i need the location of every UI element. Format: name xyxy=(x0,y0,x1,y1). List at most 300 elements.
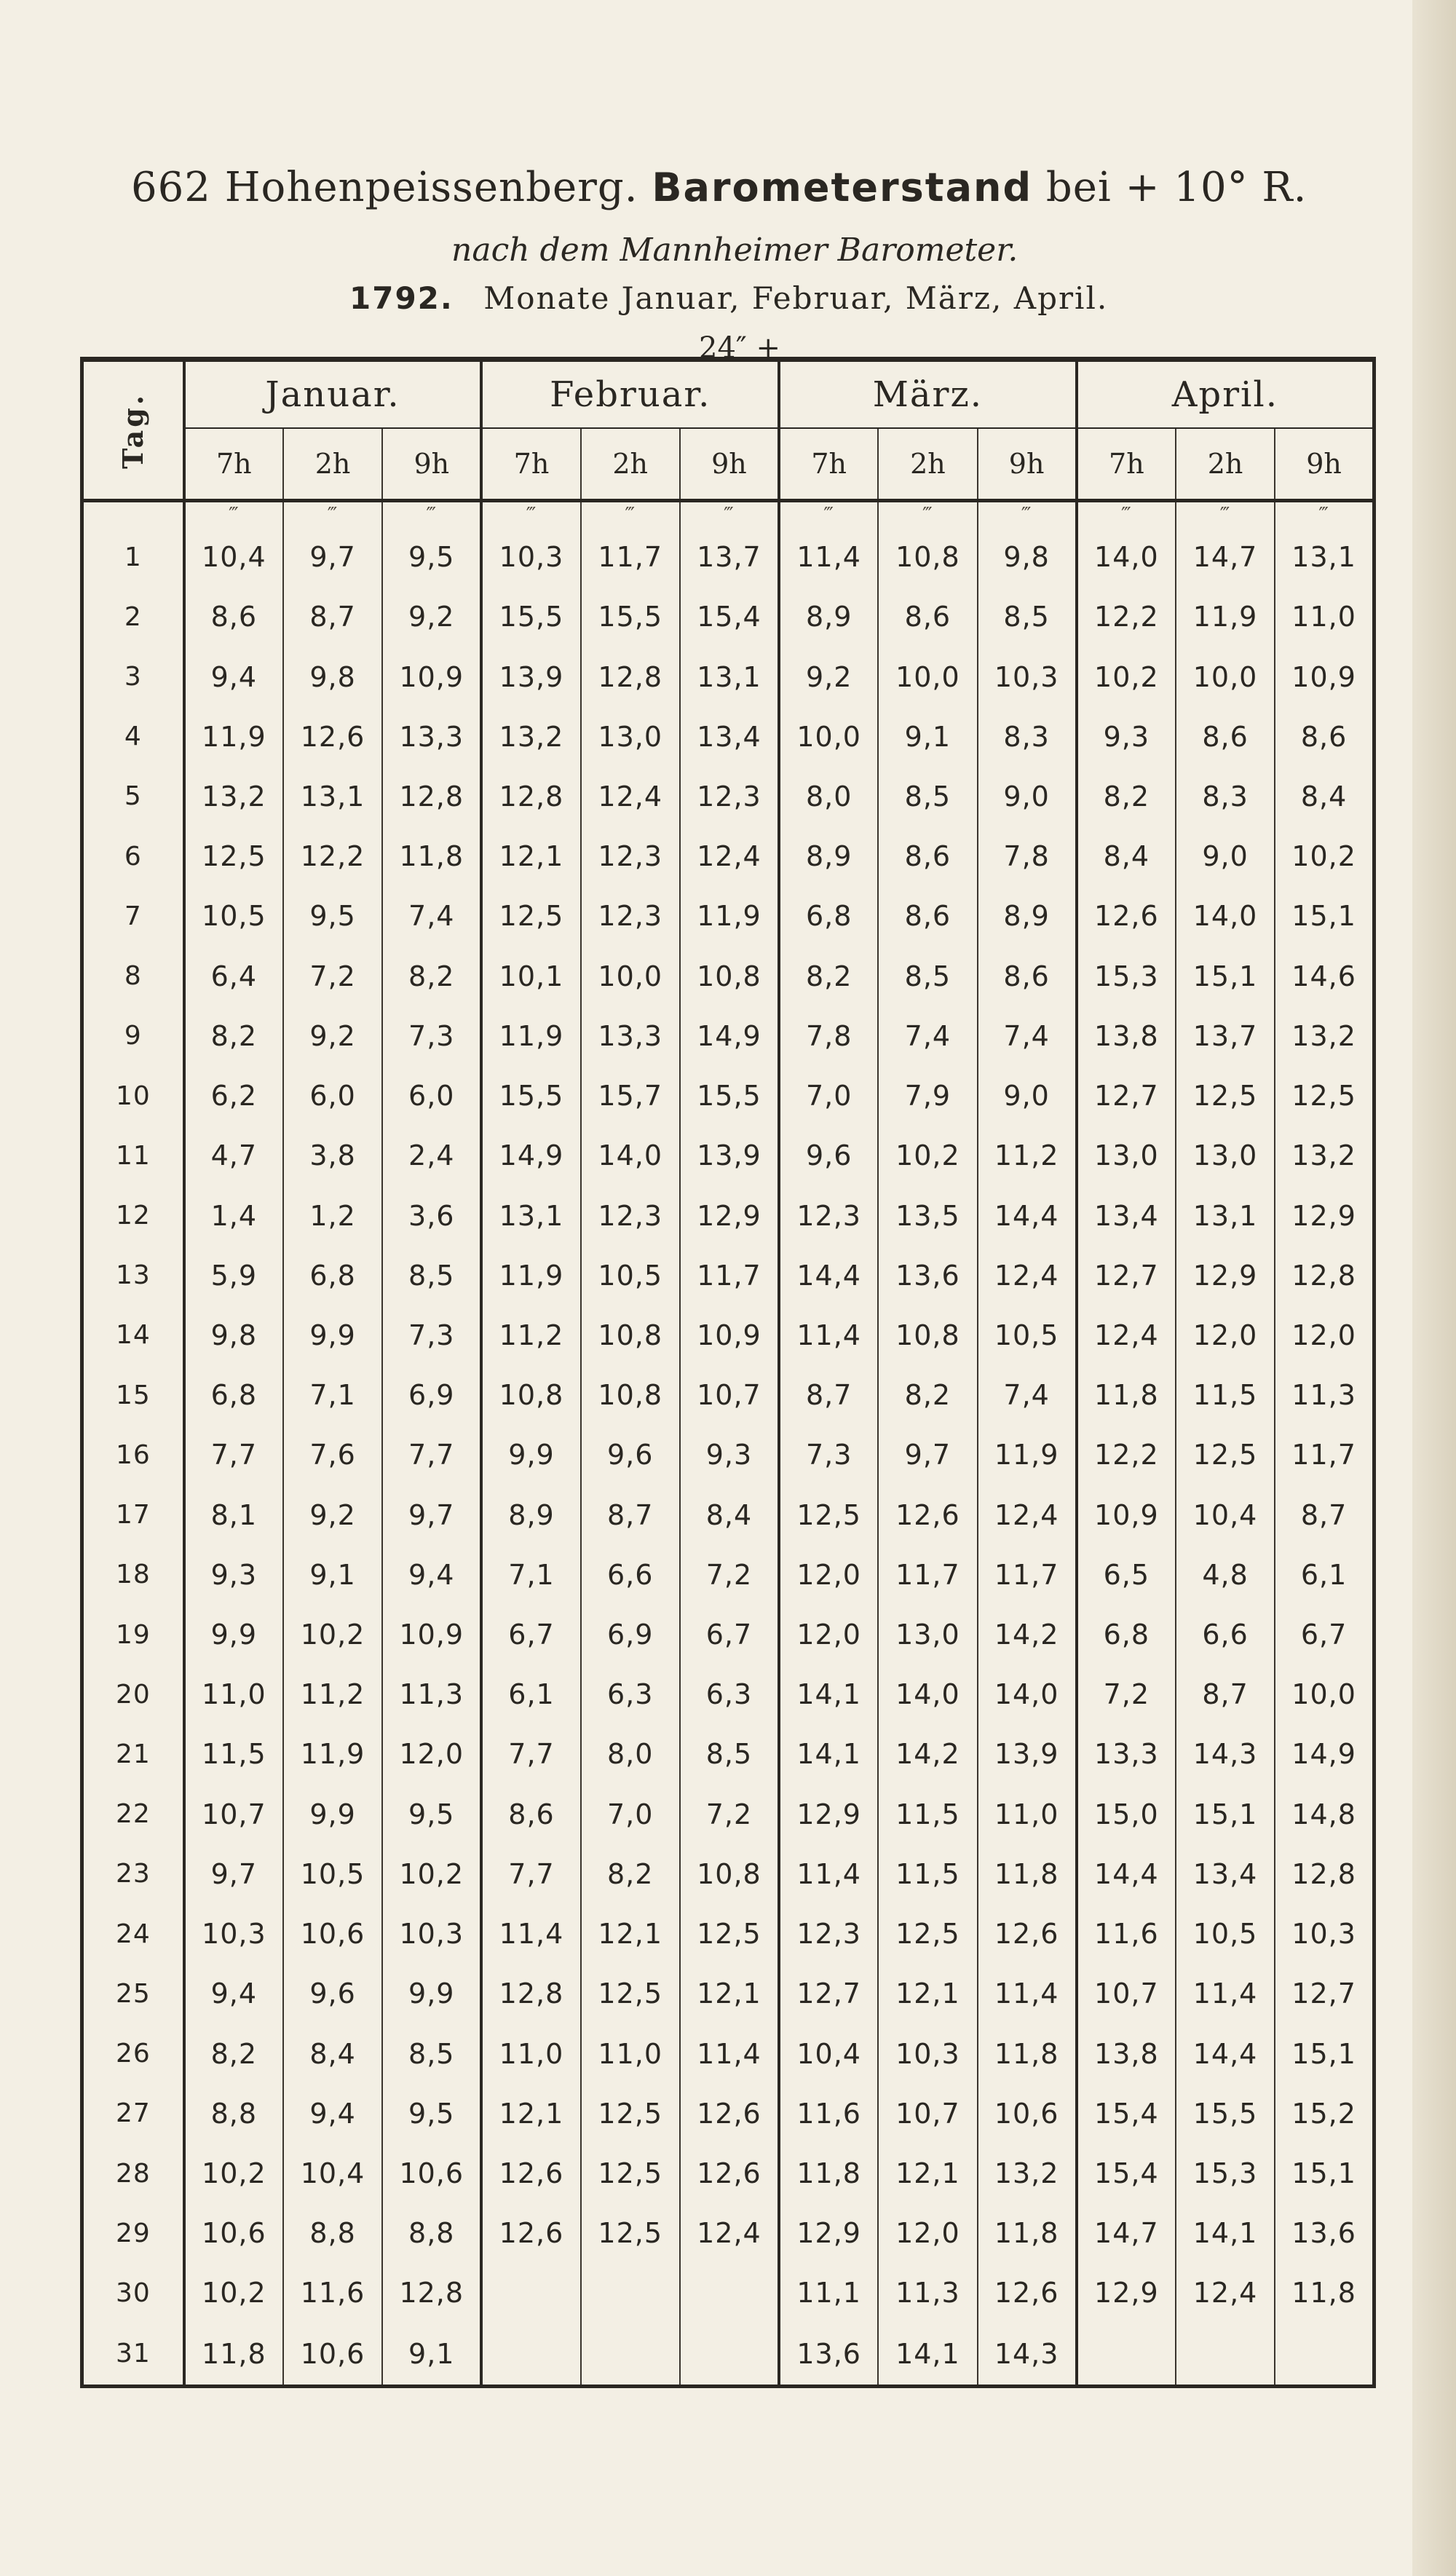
reading-cell: 11,9 xyxy=(978,1425,1077,1485)
reading-cell: 11,6 xyxy=(779,2084,878,2144)
reading-cell: 10,8 xyxy=(878,527,977,587)
reading-cell: 10,8 xyxy=(581,1305,680,1365)
day-number: 11 xyxy=(82,1126,184,1185)
reading-cell: 10,7 xyxy=(878,2084,977,2144)
reading-cell: 12,8 xyxy=(581,647,680,706)
reading-cell: 13,9 xyxy=(680,1126,779,1185)
reading-cell: 6,3 xyxy=(680,1664,779,1724)
reading-cell: 13,2 xyxy=(1275,1006,1374,1066)
reading-cell: 6,1 xyxy=(481,1664,580,1724)
reading-cell: 11,7 xyxy=(878,1545,977,1605)
hour-header: 7h xyxy=(481,428,580,501)
table-row xyxy=(82,886,1374,946)
reading-cell: 10,2 xyxy=(184,2144,283,2203)
reading-cell: 14,0 xyxy=(878,1664,977,1724)
reading-cell: 13,3 xyxy=(1077,1724,1176,1784)
reading-cell: 6,8 xyxy=(283,1246,382,1305)
reading-cell: 10,0 xyxy=(1176,647,1275,706)
day-number: 18 xyxy=(82,1545,184,1605)
reading-cell: 7,2 xyxy=(680,1785,779,1844)
reading-cell: 7,7 xyxy=(382,1425,481,1485)
reading-cell: 15,5 xyxy=(680,1066,779,1126)
reading-cell: 9,1 xyxy=(382,2323,481,2387)
reading-cell: 8,2 xyxy=(878,1365,977,1425)
day-number: 27 xyxy=(82,2084,184,2144)
reading-cell: 4,8 xyxy=(1176,1545,1275,1605)
day-number: 24 xyxy=(82,1904,184,1964)
reading-cell: 10,2 xyxy=(1077,647,1176,706)
reading-cell: 14,4 xyxy=(1176,2023,1275,2083)
reading-cell: 7,4 xyxy=(878,1006,977,1066)
reading-cell: 10,4 xyxy=(779,2023,878,2083)
reading-cell: 9,2 xyxy=(779,647,878,706)
reading-cell: 8,7 xyxy=(779,1365,878,1425)
reading-cell: 10,5 xyxy=(184,886,283,946)
hour-header: 9h xyxy=(978,428,1077,501)
reading-cell: 6,9 xyxy=(382,1365,481,1425)
reading-cell: 7,0 xyxy=(779,1066,878,1126)
reading-cell: 7,7 xyxy=(184,1425,283,1485)
reading-cell: 9,5 xyxy=(283,886,382,946)
reading-cell: 8,4 xyxy=(680,1485,779,1545)
day-number: 30 xyxy=(82,2263,184,2323)
reading-cell: 12,4 xyxy=(581,767,680,826)
table-row xyxy=(82,1844,1374,1904)
reading-cell: 10,6 xyxy=(382,2144,481,2203)
reading-cell: 11,7 xyxy=(581,527,680,587)
reading-cell: 10,5 xyxy=(1176,1904,1275,1964)
reading-cell: 1,2 xyxy=(283,1185,382,1245)
reading-cell: 10,6 xyxy=(978,2084,1077,2144)
reading-cell: 9,7 xyxy=(184,1844,283,1904)
reading-cell: 14,3 xyxy=(978,2323,1077,2387)
reading-cell xyxy=(581,2263,680,2323)
day-column-header: Tag. xyxy=(82,360,184,501)
table-row xyxy=(82,2023,1374,2083)
reading-cell: 1,4 xyxy=(184,1185,283,1245)
reading-cell: 12,9 xyxy=(779,1785,878,1844)
reading-cell: 11,7 xyxy=(680,1246,779,1305)
reading-cell: 13,4 xyxy=(1176,1844,1275,1904)
reading-cell: 13,4 xyxy=(1077,1185,1176,1245)
reading-cell: 12,5 xyxy=(581,2084,680,2144)
table-row xyxy=(82,826,1374,886)
reading-cell: 8,8 xyxy=(382,2203,481,2263)
reading-cell: 10,8 xyxy=(680,1844,779,1904)
table-row xyxy=(82,1904,1374,1964)
reading-cell: 9,7 xyxy=(283,527,382,587)
reading-cell: 6,8 xyxy=(779,886,878,946)
table-row xyxy=(82,2144,1374,2203)
reading-cell: 8,6 xyxy=(184,587,283,647)
reading-cell: 7,1 xyxy=(481,1545,580,1605)
reading-cell: 10,6 xyxy=(184,2203,283,2263)
page-edge xyxy=(1412,0,1456,2576)
reading-cell: 13,6 xyxy=(1275,2203,1374,2263)
reading-cell: 12,3 xyxy=(779,1185,878,1245)
reading-cell: 10,2 xyxy=(283,1605,382,1664)
reading-cell: 8,5 xyxy=(382,2023,481,2083)
reading-cell: 10,5 xyxy=(978,1305,1077,1365)
unit-row xyxy=(82,501,1374,528)
table-row xyxy=(82,1425,1374,1485)
reading-cell: 14,0 xyxy=(1176,886,1275,946)
reading-cell: 12,9 xyxy=(1176,1246,1275,1305)
reading-cell: 6,6 xyxy=(1176,1605,1275,1664)
reading-cell: 15,3 xyxy=(1077,947,1176,1006)
reading-cell: 9,3 xyxy=(1077,707,1176,767)
reading-cell: 11,6 xyxy=(283,2263,382,2323)
reading-cell: 13,6 xyxy=(779,2323,878,2387)
hour-header: 2h xyxy=(581,428,680,501)
reading-cell: 8,5 xyxy=(680,1724,779,1784)
reading-cell: 12,3 xyxy=(581,1185,680,1245)
reading-cell: 12,7 xyxy=(1077,1246,1176,1305)
reading-cell: 10,5 xyxy=(581,1246,680,1305)
reading-cell: 6,9 xyxy=(581,1605,680,1664)
reading-cell: 11,8 xyxy=(978,2023,1077,2083)
reading-cell: 9,7 xyxy=(382,1485,481,1545)
reading-cell: 15,1 xyxy=(1275,2144,1374,2203)
reading-cell: 14,2 xyxy=(978,1605,1077,1664)
reading-cell: 8,7 xyxy=(581,1485,680,1545)
reading-cell: 12,6 xyxy=(283,707,382,767)
reading-cell: 14,9 xyxy=(1275,1724,1374,1784)
hour-header: 2h xyxy=(283,428,382,501)
reading-cell: 9,4 xyxy=(184,647,283,706)
table-row xyxy=(82,1605,1374,1664)
reading-cell: 12,6 xyxy=(680,2144,779,2203)
reading-cell: 8,7 xyxy=(283,587,382,647)
reading-cell: 12,6 xyxy=(1077,886,1176,946)
reading-cell: 14,0 xyxy=(978,1664,1077,1724)
reading-cell: 13,0 xyxy=(878,1605,977,1664)
reading-cell: 13,1 xyxy=(481,1185,580,1245)
base-value-label: 24″ + xyxy=(699,331,781,365)
reading-cell: 11,9 xyxy=(481,1246,580,1305)
reading-cell: 12,1 xyxy=(680,1964,779,2023)
reading-cell: 9,8 xyxy=(283,647,382,706)
reading-cell: 12,5 xyxy=(1176,1066,1275,1126)
reading-cell: 12,8 xyxy=(481,767,580,826)
reading-cell xyxy=(680,2263,779,2323)
reading-cell: 8,3 xyxy=(1176,767,1275,826)
table-body xyxy=(82,501,1374,2387)
reading-cell: 15,3 xyxy=(1176,2144,1275,2203)
reading-cell: 8,6 xyxy=(978,947,1077,1006)
reading-cell: 15,4 xyxy=(680,587,779,647)
reading-cell: 13,9 xyxy=(978,1724,1077,1784)
reading-cell: 10,6 xyxy=(283,2323,382,2387)
reading-cell: 6,1 xyxy=(1275,1545,1374,1605)
reading-cell: 13,1 xyxy=(1176,1185,1275,1245)
reading-cell: 13,6 xyxy=(878,1246,977,1305)
reading-cell: 8,2 xyxy=(1077,767,1176,826)
day-number: 6 xyxy=(82,826,184,886)
reading-cell: 12,8 xyxy=(1275,1844,1374,1904)
months-label: Monate Januar, Februar, März, April. xyxy=(483,280,1109,316)
reading-cell: 15,5 xyxy=(481,1066,580,1126)
table-row xyxy=(82,1964,1374,2023)
reading-cell: 10,7 xyxy=(184,1785,283,1844)
hour-header: 9h xyxy=(680,428,779,501)
reading-cell: 11,2 xyxy=(978,1126,1077,1185)
reading-cell: 11,9 xyxy=(680,886,779,946)
reading-cell: 7,7 xyxy=(481,1844,580,1904)
table-row xyxy=(82,587,1374,647)
reading-cell: 9,0 xyxy=(1176,826,1275,886)
reading-cell: 6,8 xyxy=(184,1365,283,1425)
month-header-januar: Januar. xyxy=(184,360,482,429)
unit-mark: ‴ xyxy=(283,501,382,528)
reading-cell: 11,8 xyxy=(382,826,481,886)
reading-cell xyxy=(481,2263,580,2323)
reading-cell: 8,2 xyxy=(779,947,878,1006)
reading-cell: 12,6 xyxy=(680,2084,779,2144)
month-header-maerz: März. xyxy=(779,360,1077,429)
reading-cell: 7,3 xyxy=(779,1425,878,1485)
reading-cell: 10,8 xyxy=(581,1365,680,1425)
reading-cell: 12,4 xyxy=(978,1246,1077,1305)
reading-cell: 10,4 xyxy=(283,2144,382,2203)
unit-day-cell xyxy=(82,501,184,528)
reading-cell: 8,7 xyxy=(1176,1664,1275,1724)
reading-cell: 15,4 xyxy=(1077,2084,1176,2144)
reading-cell: 11,7 xyxy=(978,1545,1077,1605)
reading-cell: 12,1 xyxy=(878,1964,977,2023)
reading-cell: 9,9 xyxy=(382,1964,481,2023)
reading-cell: 10,3 xyxy=(1275,1904,1374,1964)
reading-cell: 12,3 xyxy=(680,767,779,826)
reading-cell: 11,1 xyxy=(779,2263,878,2323)
reading-cell: 12,8 xyxy=(481,1964,580,2023)
reading-cell: 12,0 xyxy=(878,2203,977,2263)
reading-cell: 12,6 xyxy=(978,1904,1077,1964)
day-number: 20 xyxy=(82,1664,184,1724)
reading-cell: 9,5 xyxy=(382,1785,481,1844)
reading-cell: 8,7 xyxy=(1275,1485,1374,1545)
reading-cell: 10,8 xyxy=(481,1365,580,1425)
day-number: 10 xyxy=(82,1066,184,1126)
reading-cell: 10,2 xyxy=(382,1844,481,1904)
reading-cell: 14,7 xyxy=(1077,2203,1176,2263)
reading-cell: 10,7 xyxy=(680,1365,779,1425)
day-number: 22 xyxy=(82,1785,184,1844)
day-number: 25 xyxy=(82,1964,184,2023)
reading-cell xyxy=(481,2323,580,2387)
reading-cell: 13,3 xyxy=(581,1006,680,1066)
reading-cell: 9,4 xyxy=(382,1545,481,1605)
table-row xyxy=(82,1066,1374,1126)
hour-header: 7h xyxy=(184,428,283,501)
table-row xyxy=(82,1246,1374,1305)
table-row xyxy=(82,1006,1374,1066)
reading-cell: 8,6 xyxy=(481,1785,580,1844)
reading-cell: 11,0 xyxy=(1275,587,1374,647)
reading-cell: 11,0 xyxy=(184,1664,283,1724)
day-number: 26 xyxy=(82,2023,184,2083)
reading-cell: 10,9 xyxy=(382,647,481,706)
table-row xyxy=(82,707,1374,767)
table-row xyxy=(82,1305,1374,1365)
unit-mark: ‴ xyxy=(1275,501,1374,528)
hour-header: 2h xyxy=(878,428,977,501)
reading-cell: 9,9 xyxy=(283,1305,382,1365)
reading-cell: 8,9 xyxy=(481,1485,580,1545)
reading-cell: 6,8 xyxy=(1077,1605,1176,1664)
day-number: 1 xyxy=(82,527,184,587)
reading-cell: 15,5 xyxy=(481,587,580,647)
reading-cell: 8,6 xyxy=(878,587,977,647)
reading-cell: 11,4 xyxy=(779,527,878,587)
reading-cell: 6,4 xyxy=(184,947,283,1006)
reading-cell: 11,8 xyxy=(978,2203,1077,2263)
reading-cell: 11,8 xyxy=(1275,2263,1374,2323)
reading-cell: 12,9 xyxy=(779,2203,878,2263)
reading-cell: 14,8 xyxy=(1275,1785,1374,1844)
unit-mark: ‴ xyxy=(878,501,977,528)
month-header-row xyxy=(82,360,1374,429)
reading-cell: 10,9 xyxy=(382,1605,481,1664)
reading-cell: 7,8 xyxy=(978,826,1077,886)
day-number: 8 xyxy=(82,947,184,1006)
reading-cell: 11,8 xyxy=(779,2144,878,2203)
reading-cell: 11,3 xyxy=(382,1664,481,1724)
reading-cell: 15,0 xyxy=(1077,1785,1176,1844)
reading-cell: 13,4 xyxy=(680,707,779,767)
reading-cell: 6,7 xyxy=(481,1605,580,1664)
reading-cell: 9,6 xyxy=(283,1964,382,2023)
reading-cell: 12,3 xyxy=(581,826,680,886)
reading-cell: 13,1 xyxy=(283,767,382,826)
table-row xyxy=(82,1485,1374,1545)
reading-cell: 10,0 xyxy=(878,647,977,706)
reading-cell: 13,0 xyxy=(581,707,680,767)
reading-cell: 9,9 xyxy=(481,1425,580,1485)
reading-cell: 12,5 xyxy=(481,886,580,946)
table-row xyxy=(82,1724,1374,1784)
page-number: 662 xyxy=(131,164,211,211)
reading-cell: 10,3 xyxy=(184,1904,283,1964)
reading-cell: 11,5 xyxy=(878,1844,977,1904)
day-number: 17 xyxy=(82,1485,184,1545)
day-number: 9 xyxy=(82,1006,184,1066)
reading-cell: 12,6 xyxy=(481,2144,580,2203)
reading-cell: 12,5 xyxy=(779,1485,878,1545)
page-subtitle: nach dem Mannheimer Barometer. xyxy=(451,232,1018,269)
reading-cell: 9,1 xyxy=(283,1545,382,1605)
reading-cell: 9,1 xyxy=(878,707,977,767)
reading-cell: 11,9 xyxy=(184,707,283,767)
reading-cell: 11,9 xyxy=(481,1006,580,1066)
day-number: 19 xyxy=(82,1605,184,1664)
reading-cell: 15,1 xyxy=(1176,947,1275,1006)
reading-cell: 8,5 xyxy=(878,767,977,826)
reading-cell: 7,4 xyxy=(382,886,481,946)
reading-cell: 8,6 xyxy=(1176,707,1275,767)
hour-header-row xyxy=(82,428,1374,501)
reading-cell: 12,8 xyxy=(1275,1246,1374,1305)
reading-cell: 8,8 xyxy=(283,2203,382,2263)
reading-cell: 14,6 xyxy=(1275,947,1374,1006)
reading-cell: 15,1 xyxy=(1176,1785,1275,1844)
month-header-april: April. xyxy=(1077,360,1374,429)
reading-cell: 14,1 xyxy=(779,1664,878,1724)
reading-cell: 8,9 xyxy=(779,587,878,647)
reading-cell: 10,8 xyxy=(878,1305,977,1365)
reading-cell: 8,2 xyxy=(184,1006,283,1066)
reading-cell: 11,0 xyxy=(978,1785,1077,1844)
reading-cell: 11,5 xyxy=(878,1785,977,1844)
reading-cell: 10,2 xyxy=(184,2263,283,2323)
reading-cell: 6,0 xyxy=(382,1066,481,1126)
unit-mark: ‴ xyxy=(184,501,283,528)
reading-cell: 12,4 xyxy=(680,826,779,886)
reading-cell: 12,1 xyxy=(481,826,580,886)
table-row xyxy=(82,1664,1374,1724)
reading-cell: 13,2 xyxy=(978,2144,1077,2203)
reading-cell: 12,5 xyxy=(1176,1425,1275,1485)
reading-cell: 12,6 xyxy=(978,2263,1077,2323)
reading-cell: 10,3 xyxy=(978,647,1077,706)
reading-cell: 9,0 xyxy=(978,767,1077,826)
day-number: 15 xyxy=(82,1365,184,1425)
day-number: 7 xyxy=(82,886,184,946)
reading-cell: 12,4 xyxy=(978,1485,1077,1545)
reading-cell: 10,4 xyxy=(184,527,283,587)
reading-cell: 10,4 xyxy=(1176,1485,1275,1545)
table-row xyxy=(82,1545,1374,1605)
reading-cell: 8,6 xyxy=(878,886,977,946)
reading-cell: 7,9 xyxy=(878,1066,977,1126)
reading-cell: 7,1 xyxy=(283,1365,382,1425)
reading-cell: 10,0 xyxy=(581,947,680,1006)
unit-mark: ‴ xyxy=(481,501,580,528)
reading-cell: 8,5 xyxy=(978,587,1077,647)
reading-cell: 8,5 xyxy=(878,947,977,1006)
reading-cell: 14,4 xyxy=(779,1246,878,1305)
reading-cell: 13,1 xyxy=(680,647,779,706)
reading-cell: 15,4 xyxy=(1077,2144,1176,2203)
reading-cell: 6,6 xyxy=(581,1545,680,1605)
reading-cell: 14,7 xyxy=(1176,527,1275,587)
reading-cell: 12,8 xyxy=(382,2263,481,2323)
reading-cell: 8,2 xyxy=(184,2023,283,2083)
table-row xyxy=(82,1365,1374,1425)
table-row xyxy=(82,2203,1374,2263)
reading-cell: 10,3 xyxy=(878,2023,977,2083)
reading-cell: 9,3 xyxy=(184,1545,283,1605)
reading-cell: 11,6 xyxy=(1077,1904,1176,1964)
reading-cell: 11,3 xyxy=(1275,1365,1374,1425)
reading-cell: 10,2 xyxy=(878,1126,977,1185)
reading-cell: 11,8 xyxy=(184,2323,283,2387)
reading-cell: 6,5 xyxy=(1077,1545,1176,1605)
table-row xyxy=(82,1126,1374,1185)
reading-cell: 15,2 xyxy=(1275,2084,1374,2144)
reading-cell: 15,7 xyxy=(581,1066,680,1126)
reading-cell: 11,4 xyxy=(779,1305,878,1365)
reading-cell: 14,4 xyxy=(978,1185,1077,1245)
reading-cell: 10,3 xyxy=(481,527,580,587)
day-number: 29 xyxy=(82,2203,184,2263)
reading-cell: 7,2 xyxy=(283,947,382,1006)
reading-cell xyxy=(1077,2323,1176,2387)
reading-cell: 12,0 xyxy=(1275,1305,1374,1365)
table-row xyxy=(82,767,1374,826)
reading-cell: 8,4 xyxy=(1077,826,1176,886)
reading-cell: 9,9 xyxy=(184,1605,283,1664)
